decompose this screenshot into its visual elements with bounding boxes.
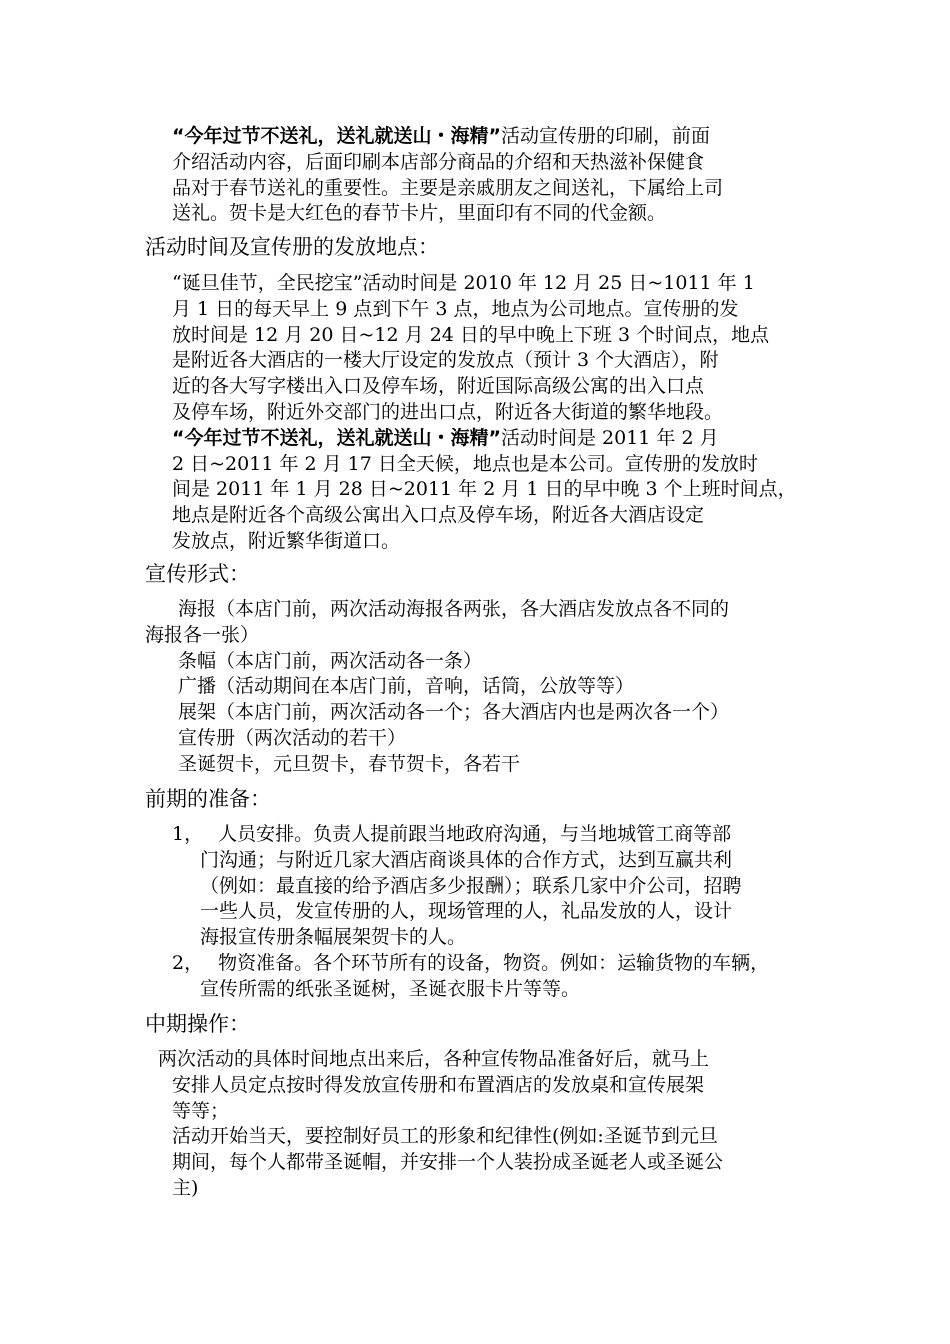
highlight-slogan: “今年过节不送礼，送礼就送山・海精” <box>172 125 501 147</box>
list-number: 1， <box>172 823 204 845</box>
heading-promotion-forms: 宣传形式： <box>145 562 250 586</box>
mid-operations-paragraph: 两次活动的具体时间地点出来后，各种宣传物品准备好后，就马上 安排人员定点按时得发放宣传册和布置酒店的发放桌和宣传展架 等等； 活动开始当天，要控制好员工的形象和纪律性(例如:圣诞节到元旦 期间，每个人都带圣诞帽，并安排一个人装扮成圣诞老人或圣诞公 主) <box>158 1048 724 1199</box>
time-place-paragraph: “诞旦佳节，全民挖宝”活动时间是 2010 年 12 月 25 日~1011 年 1 月 1 日的每天早上 9 点到下午 3 点，地点为公司地点。宣传册的发 放时间是 12 月 20 日~12 月 24 日的早中晚上下班 3 个时间点，地点 是附近各大酒店的一楼大厅设定的发放点（预计 3 个大酒店），附 近的各大写字楼出入口及停车场，附近国际高级公寓的出入口点 及停车场，附近外交部门的进出口点，附近各大街道的繁华地段。 “今年过节不送礼，送礼就送山・海精”活动时间是 2011 年 2 月 2 日~2011 年 2 月 17 日全天候，地点也是本公司。宣传册的发放时 间是 2011 年 1 月 28 日~2011 年 2 月 1 日的早中晚 3 个上班时间点， 地点是附近各个高级公寓出入口点及停车场，附近各大酒店设定 发放点，附近繁华街道口。 <box>172 272 797 552</box>
heading-time-and-place: 活动时间及宣传册的发放地点： <box>145 235 439 259</box>
preparation-list <box>172 822 769 1003</box>
intro-paragraph: “今年过节不送礼，送礼就送山・海精”活动宣传册的印刷，前面 介绍活动内容，后面印刷本店部分商品的介绍和天热滋补保健食 品对于春节送礼的重要性。主要是亲戚朋友之间送礼，下属给上司 送礼。贺卡是大红色的春节卡片，里面印有不同的代金额。 <box>172 125 724 225</box>
promotion-forms-list: 海报（本店门前，两次活动海报各两张，各大酒店发放点各不同的 海报各一张） 条幅（本店门前，两次活动各一条） 广播（活动期间在本店门前，音响，话筒，公放等等） 展架（本店门前，两次活动各一个；各大酒店内也是两次各一个） 宣传册（两次活动的若干） 圣诞贺卡，元旦贺卡，春节贺卡，各若干 <box>145 598 730 775</box>
list-number: 2， <box>172 951 204 974</box>
list-item: 2， 物资准备。各个环节所有的设备，物资。例如：运输货物的车辆， 宣传所需的纸张圣诞树，圣诞衣服卡片等等。 <box>172 951 770 1000</box>
list-item: 1， 人员安排。负责人提前跟当地政府沟通，与当地城管工商等部 门沟通；与附近几家大酒店商谈具体的合作方式，达到互赢共利 （例如：最直接的给予酒店多少报酬）；联系几家中介公司，招聘 一些人员，发宣传册的人，现场管理的人，礼品发放的人，设计 海报宣传册条幅展架贺卡的人。 <box>172 823 742 949</box>
heading-mid-operations: 中期操作： <box>145 1012 250 1036</box>
highlight-slogan: “今年过节不送礼，送礼就送山・海精” <box>172 426 501 449</box>
heading-preparation: 前期的准备： <box>145 787 271 811</box>
